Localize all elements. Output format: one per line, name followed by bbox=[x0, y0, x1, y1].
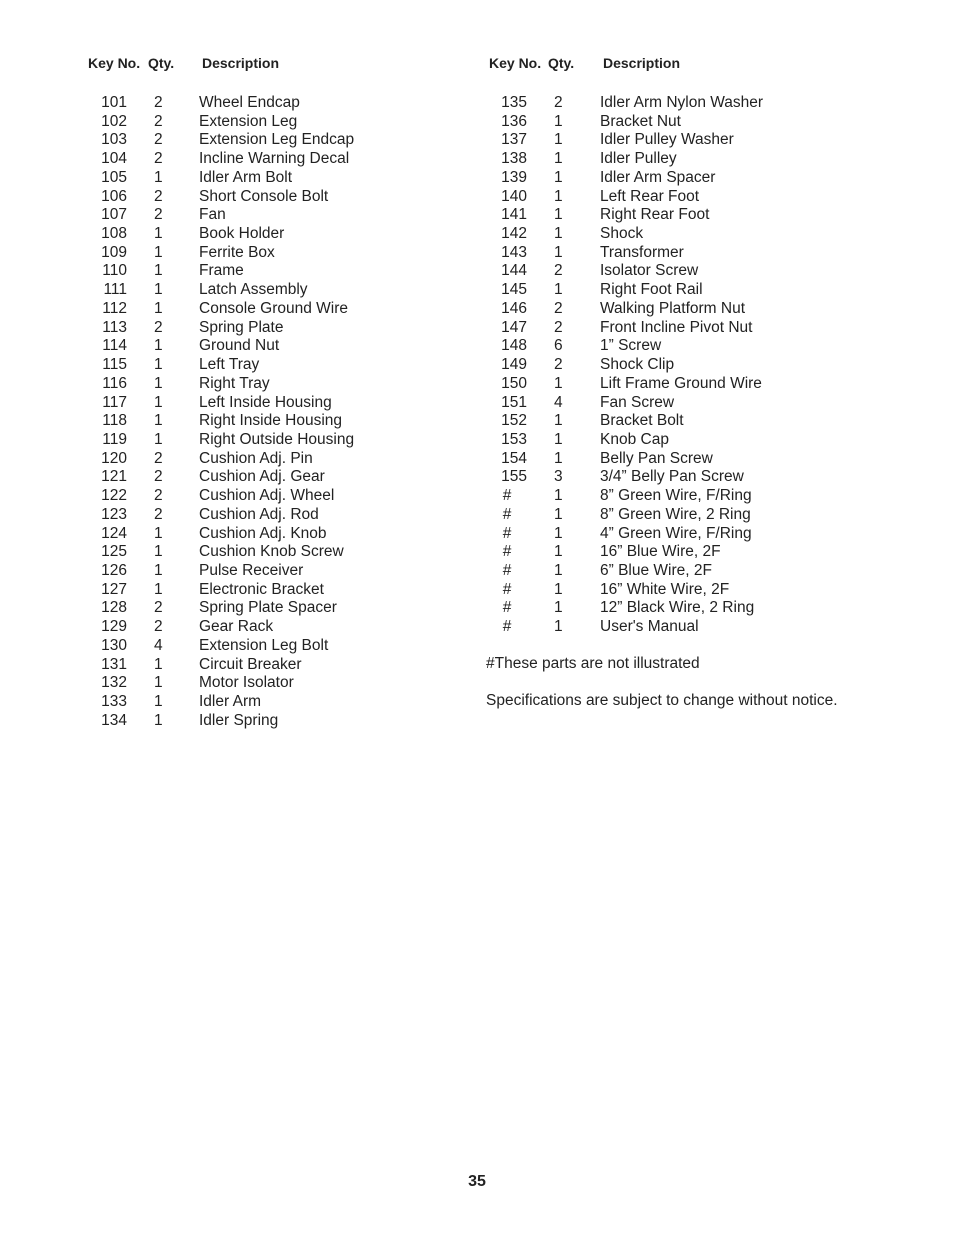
quantity: 2 bbox=[154, 94, 163, 111]
key-number: 103 bbox=[101, 131, 127, 149]
quantity: 2 bbox=[154, 505, 163, 523]
quantity: 2 bbox=[154, 618, 163, 636]
key-number: 123 bbox=[101, 505, 127, 523]
quantity: 1 bbox=[554, 562, 563, 579]
key-number: 113 bbox=[102, 318, 127, 336]
key-number: 145 bbox=[501, 281, 527, 299]
part-description: Fan Screw bbox=[600, 393, 675, 411]
quantity: 2 bbox=[154, 112, 163, 130]
key-number: 137 bbox=[501, 131, 527, 149]
quantity: 1 bbox=[554, 543, 563, 561]
key-number: 143 bbox=[501, 243, 527, 261]
key-number: 155 bbox=[501, 468, 527, 486]
part-description: Extension Leg Bolt bbox=[199, 636, 329, 654]
key-number: 106 bbox=[101, 187, 127, 205]
key-number: 122 bbox=[101, 487, 127, 505]
quantity: 2 bbox=[554, 299, 563, 317]
part-description: Right Rear Foot bbox=[600, 206, 710, 224]
quantity: 1 bbox=[554, 112, 563, 130]
key-number: 153 bbox=[501, 430, 527, 448]
part-description: Lift Frame Ground Wire bbox=[600, 374, 762, 392]
key-number: 105 bbox=[101, 168, 127, 186]
key-number: 152 bbox=[501, 412, 527, 430]
quantity: 2 bbox=[154, 318, 163, 336]
part-description: Right Foot Rail bbox=[600, 281, 703, 299]
part-description: Idler Spring bbox=[199, 711, 279, 729]
quantity: 1 bbox=[554, 281, 563, 299]
not-illustrated-note: #These parts are not illustrated bbox=[486, 655, 700, 672]
key-number: 126 bbox=[101, 562, 127, 579]
part-description: Cushion Adj. Rod bbox=[199, 505, 319, 523]
part-description: Spring Plate bbox=[199, 318, 284, 336]
part-description: Walking Platform Nut bbox=[600, 299, 745, 317]
part-description: Bracket Nut bbox=[600, 112, 681, 130]
part-description: Idler Arm Bolt bbox=[199, 168, 293, 186]
quantity: 1 bbox=[554, 150, 563, 168]
key-number: 109 bbox=[101, 243, 127, 261]
quantity: 1 bbox=[554, 599, 563, 617]
key-number: 125 bbox=[101, 543, 127, 561]
part-description: Ferrite Box bbox=[199, 243, 275, 261]
part-description: Cushion Adj. Pin bbox=[199, 449, 313, 467]
quantity: 2 bbox=[554, 356, 563, 374]
part-description: Pulse Receiver bbox=[199, 562, 304, 579]
part-description: Right Inside Housing bbox=[199, 412, 343, 430]
quantity: 1 bbox=[554, 524, 563, 542]
key-number: 116 bbox=[102, 374, 127, 392]
key-number: 118 bbox=[102, 412, 127, 430]
quantity: 1 bbox=[154, 225, 163, 243]
quantity: 2 bbox=[154, 131, 163, 149]
key-number: 136 bbox=[501, 112, 527, 130]
quantity: 1 bbox=[154, 281, 163, 299]
part-description: 1” Screw bbox=[600, 337, 662, 355]
key-number: 110 bbox=[102, 262, 127, 280]
quantity: 1 bbox=[154, 655, 163, 673]
quantity: 1 bbox=[154, 374, 163, 392]
key-number: 112 bbox=[102, 299, 127, 317]
quantity: 1 bbox=[554, 206, 563, 224]
quantity: 1 bbox=[154, 412, 163, 430]
quantity: 1 bbox=[154, 543, 163, 561]
key-number: 132 bbox=[101, 674, 127, 692]
part-description: Incline Warning Decal bbox=[199, 150, 350, 168]
part-description: 16” Blue Wire, 2F bbox=[600, 543, 721, 561]
key-number: 115 bbox=[102, 356, 127, 374]
quantity: 1 bbox=[554, 412, 563, 430]
quantity: 1 bbox=[554, 487, 563, 505]
quantity: 2 bbox=[154, 206, 163, 224]
part-description: Front Incline Pivot Nut bbox=[600, 318, 753, 336]
quantity: 1 bbox=[154, 337, 163, 355]
quantity: 1 bbox=[154, 580, 163, 598]
key-number: 146 bbox=[501, 299, 527, 317]
key-number: # bbox=[502, 562, 512, 579]
quantity: 1 bbox=[554, 618, 563, 636]
page-number: 35 bbox=[468, 1173, 486, 1190]
part-description: 8” Green Wire, 2 Ring bbox=[600, 505, 751, 523]
part-description: Wheel Endcap bbox=[199, 94, 300, 111]
key-number: 114 bbox=[102, 337, 127, 355]
key-number: 102 bbox=[101, 112, 127, 130]
key-number: 128 bbox=[101, 599, 127, 617]
part-description: Cushion Adj. Gear bbox=[199, 468, 325, 486]
part-description: Shock bbox=[600, 225, 644, 243]
quantity: 1 bbox=[554, 430, 563, 448]
quantity: 3 bbox=[554, 468, 563, 486]
quantity: 2 bbox=[154, 449, 163, 467]
quantity: 1 bbox=[154, 524, 163, 542]
quantity: 1 bbox=[154, 693, 163, 711]
part-description: 4” Green Wire, F/Ring bbox=[600, 524, 752, 542]
part-description: Isolator Screw bbox=[600, 262, 699, 280]
specifications-note: Specifications are subject to change without notice. bbox=[486, 692, 838, 709]
key-number: # bbox=[502, 599, 512, 617]
key-number: 111 bbox=[103, 281, 127, 299]
quantity: 2 bbox=[154, 150, 163, 168]
part-description: Console Ground Wire bbox=[199, 299, 349, 317]
right-header-key: Key No. bbox=[489, 55, 542, 71]
part-description: Left Rear Foot bbox=[600, 187, 700, 205]
part-description: Idler Arm bbox=[199, 693, 262, 711]
part-description: 12” Black Wire, 2 Ring bbox=[600, 599, 755, 617]
part-description: Ground Nut bbox=[199, 337, 280, 355]
quantity: 1 bbox=[554, 505, 563, 523]
part-description: User's Manual bbox=[600, 618, 699, 636]
right-header-qty: Qty. bbox=[548, 55, 575, 71]
part-description: Idler Pulley bbox=[600, 150, 677, 168]
key-number: # bbox=[502, 618, 512, 636]
quantity: 6 bbox=[554, 337, 563, 355]
part-description: 16” White Wire, 2F bbox=[600, 580, 730, 598]
left-header-qty: Qty. bbox=[148, 55, 175, 71]
quantity: 2 bbox=[554, 94, 563, 111]
quantity: 1 bbox=[554, 449, 563, 467]
quantity: 1 bbox=[154, 711, 163, 729]
quantity: 4 bbox=[554, 393, 563, 411]
key-number: 131 bbox=[101, 655, 127, 673]
key-number: # bbox=[502, 505, 512, 523]
quantity: 1 bbox=[154, 430, 163, 448]
quantity: 1 bbox=[154, 356, 163, 374]
quantity: 2 bbox=[154, 468, 163, 486]
key-number: 135 bbox=[501, 94, 527, 111]
key-number: 154 bbox=[501, 449, 527, 467]
left-header-key: Key No. bbox=[88, 55, 141, 71]
part-description: Idler Pulley Washer bbox=[600, 131, 734, 149]
quantity: 1 bbox=[154, 299, 163, 317]
part-description: Extension Leg Endcap bbox=[199, 131, 355, 149]
quantity: 4 bbox=[154, 636, 163, 654]
key-number: 149 bbox=[501, 356, 527, 374]
key-number: 107 bbox=[101, 206, 127, 224]
part-description: Knob Cap bbox=[600, 430, 669, 448]
part-description: 6” Blue Wire, 2F bbox=[600, 562, 712, 579]
key-number: 117 bbox=[102, 393, 127, 411]
key-number: 147 bbox=[501, 318, 527, 336]
quantity: 1 bbox=[154, 243, 163, 261]
part-description: Right Tray bbox=[199, 374, 270, 392]
key-number: 148 bbox=[501, 337, 527, 355]
part-description: Left Inside Housing bbox=[199, 393, 332, 411]
part-description: Electronic Bracket bbox=[199, 580, 324, 598]
quantity: 1 bbox=[554, 225, 563, 243]
part-description: Frame bbox=[199, 262, 244, 280]
part-description: Belly Pan Screw bbox=[600, 449, 713, 467]
part-description: 3/4” Belly Pan Screw bbox=[600, 468, 744, 486]
part-description: Motor Isolator bbox=[199, 674, 294, 692]
quantity: 1 bbox=[554, 580, 563, 598]
quantity: 2 bbox=[154, 187, 163, 205]
part-description: 8” Green Wire, F/Ring bbox=[600, 487, 752, 505]
key-number: 127 bbox=[101, 580, 127, 598]
key-number: 134 bbox=[101, 711, 127, 729]
part-description: Idler Arm Nylon Washer bbox=[600, 94, 764, 111]
key-number: 141 bbox=[501, 206, 527, 224]
part-description: Bracket Bolt bbox=[600, 412, 684, 430]
quantity: 2 bbox=[154, 487, 163, 505]
quantity: 1 bbox=[554, 374, 563, 392]
quantity: 1 bbox=[554, 187, 563, 205]
key-number: 142 bbox=[501, 225, 527, 243]
quantity: 1 bbox=[554, 168, 563, 186]
key-number: 151 bbox=[501, 393, 527, 411]
part-description: Spring Plate Spacer bbox=[199, 599, 337, 617]
part-description: Short Console Bolt bbox=[199, 187, 329, 205]
key-number: 130 bbox=[101, 636, 127, 654]
key-number: 144 bbox=[501, 262, 527, 280]
part-description: Left Tray bbox=[199, 356, 260, 374]
key-number: # bbox=[502, 580, 512, 598]
key-number: 124 bbox=[101, 524, 127, 542]
quantity: 1 bbox=[154, 393, 163, 411]
left-header-description: Description bbox=[202, 55, 280, 71]
key-number: 104 bbox=[101, 150, 127, 168]
key-number: 150 bbox=[501, 374, 527, 392]
right-header-description: Description bbox=[603, 55, 681, 71]
key-number: # bbox=[502, 524, 512, 542]
key-number: 140 bbox=[501, 187, 527, 205]
quantity: 1 bbox=[554, 131, 563, 149]
part-description: Transformer bbox=[600, 243, 684, 261]
part-description: Cushion Adj. Knob bbox=[199, 524, 327, 542]
part-description: Cushion Adj. Wheel bbox=[199, 487, 335, 505]
quantity: 1 bbox=[554, 243, 563, 261]
part-description: Latch Assembly bbox=[199, 281, 308, 299]
part-description: Shock Clip bbox=[600, 356, 675, 374]
key-number: # bbox=[502, 487, 512, 505]
key-number: # bbox=[502, 543, 512, 561]
part-description: Extension Leg bbox=[199, 112, 298, 130]
quantity: 1 bbox=[154, 262, 163, 280]
quantity: 2 bbox=[154, 599, 163, 617]
key-number: 108 bbox=[101, 225, 127, 243]
quantity: 1 bbox=[154, 562, 163, 579]
part-description: Fan bbox=[199, 206, 226, 224]
quantity: 1 bbox=[154, 674, 163, 692]
key-number: 119 bbox=[102, 430, 127, 448]
key-number: 129 bbox=[101, 618, 127, 636]
key-number: 139 bbox=[501, 168, 527, 186]
key-number: 121 bbox=[101, 468, 127, 486]
part-description: Circuit Breaker bbox=[199, 655, 302, 673]
part-description: Right Outside Housing bbox=[199, 430, 355, 448]
quantity: 2 bbox=[554, 318, 563, 336]
key-number: 138 bbox=[501, 150, 527, 168]
key-number: 120 bbox=[101, 449, 127, 467]
part-description: Gear Rack bbox=[199, 618, 274, 636]
quantity: 2 bbox=[554, 262, 563, 280]
quantity: 1 bbox=[154, 168, 163, 186]
part-description: Book Holder bbox=[199, 225, 285, 243]
part-description: Cushion Knob Screw bbox=[199, 543, 344, 561]
key-number: 133 bbox=[101, 693, 127, 711]
key-number: 101 bbox=[101, 94, 127, 111]
part-description: Idler Arm Spacer bbox=[600, 168, 716, 186]
